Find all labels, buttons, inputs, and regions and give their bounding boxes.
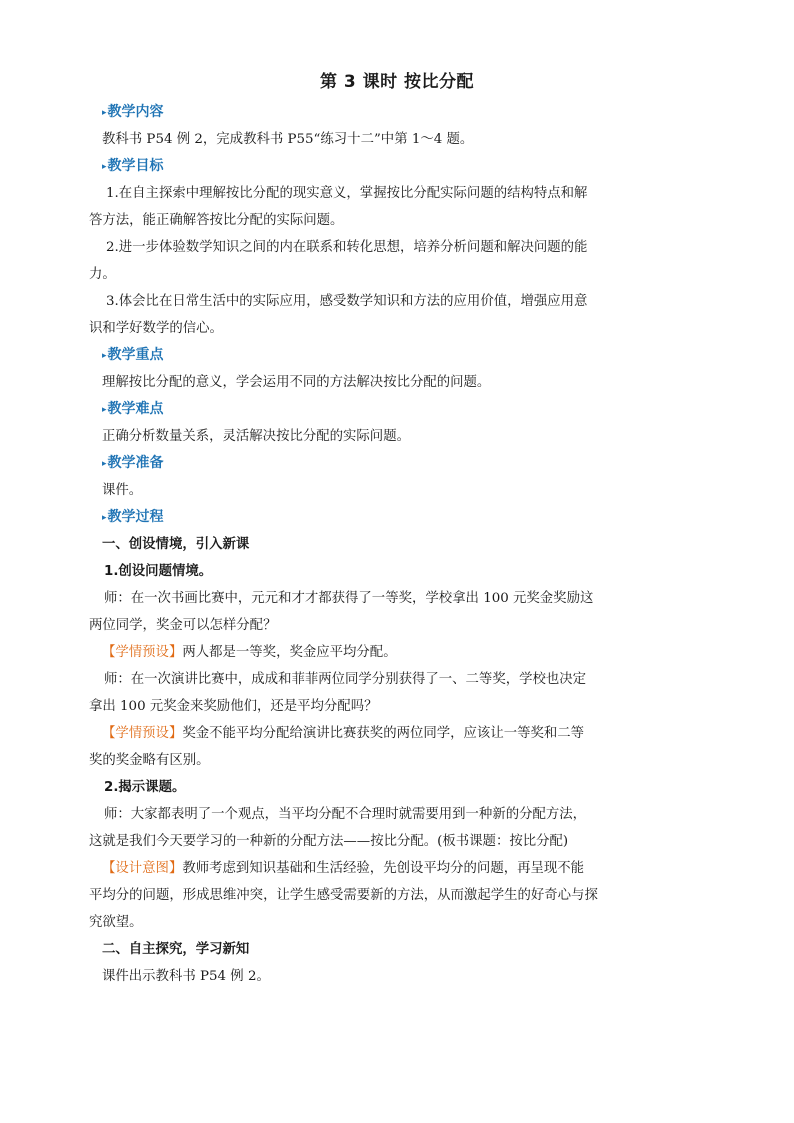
tag-preview: 【学情预设】 — [102, 645, 183, 660]
key-points-text: 理解按比分配的意义，学会运用不同的方法解决按比分配的问题。 — [102, 375, 491, 390]
page-title: 第 3 课时 按比分配 — [319, 72, 475, 92]
preview-2: 【学情预设】奖金不能平均分配给演讲比赛获奖的两位同学，应该让一等奖和二等 — [102, 726, 585, 741]
section-heading-difficulties: ▸教学难点 — [102, 401, 164, 417]
teacher-line-1b: 两位同学，奖金可以怎样分配？ — [89, 618, 277, 633]
teacher-line-1a: 师：在一次书画比赛中，元元和才才都获得了一等奖，学校拿出 100 元奖金奖励这 — [104, 591, 594, 606]
difficulties-text: 正确分析数量关系，灵活解决按比分配的实际问题。 — [102, 429, 410, 444]
section-heading-preparation: ▸教学准备 — [102, 455, 164, 471]
section-heading-goals: ▸教学目标 — [102, 158, 164, 174]
section-heading-content: ▸教学内容 — [102, 104, 164, 120]
goal-3-line-2: 识和学好数学的信心。 — [89, 321, 223, 336]
goal-2-line-2: 力。 — [89, 267, 116, 282]
goal-1-line-2: 答方法，能正确解答按比分配的实际问题。 — [89, 213, 344, 228]
section-heading-key-points: ▸教学重点 — [102, 347, 164, 363]
tag-preview: 【学情预设】 — [102, 726, 183, 741]
goal-2-line-1: 2.进一步体验数学知识之间的内在联系和转化思想，培养分析问题和解决问题的能 — [106, 240, 588, 255]
preparation-text: 课件。 — [102, 483, 143, 498]
triangle-bullet-icon: ▸ — [102, 405, 107, 415]
design-intent-line-2: 平均分的问题，形成思维冲突，让学生感受需要新的方法，从而激起学生的好奇心与探 — [89, 888, 598, 903]
triangle-bullet-icon: ▸ — [102, 162, 107, 172]
teacher-line-3a: 师：大家都表明了一个观点，当平均分配不合理时就需要用到一种新的分配方法， — [104, 807, 587, 822]
content-text: 教科书 P54 例 2，完成教科书 P55“练习十二”中第 1～4 题。 — [102, 132, 474, 147]
design-intent: 【设计意图】教师考虑到知识基础和生活经验，先创设平均分的问题，再呈现不能 — [102, 861, 585, 876]
goal-3-line-1: 3.体会比在日常生活中的实际应用，感受数学知识和方法的应用价值，增强应用意 — [106, 294, 588, 309]
section-heading-process: ▸教学过程 — [102, 509, 164, 525]
teacher-line-3b: 这就是我们今天要学习的一种新的分配方法——按比分配。(板书课题：按比分配) — [89, 834, 569, 849]
triangle-bullet-icon: ▸ — [102, 513, 107, 523]
step-1-heading: 1.创设问题情境。 — [104, 564, 213, 579]
triangle-bullet-icon: ▸ — [102, 108, 107, 118]
preview-2-continued: 奖的奖金略有区别。 — [89, 753, 210, 768]
triangle-bullet-icon: ▸ — [102, 351, 107, 361]
goal-1-line-1: 1.在自主探索中理解按比分配的现实意义，掌握按比分配实际问题的结构特点和解 — [106, 186, 588, 201]
triangle-bullet-icon: ▸ — [102, 459, 107, 469]
example-text: 课件出示教科书 P54 例 2。 — [102, 969, 270, 984]
lesson-content — [89, 99, 694, 990]
part-2-heading: 二、自主探究，学习新知 — [102, 942, 250, 957]
teacher-line-2a: 师：在一次演讲比赛中，成成和菲菲两位同学分别获得了一、二等奖，学校也决定 — [104, 672, 587, 687]
teacher-line-2b: 拿出 100 元奖金来奖励他们，还是平均分配吗？ — [89, 699, 378, 714]
design-intent-line-3: 究欲望。 — [89, 915, 143, 930]
tag-design: 【设计意图】 — [102, 861, 183, 876]
part-1-heading: 一、创设情境，引入新课 — [102, 537, 250, 552]
step-2-heading: 2.揭示课题。 — [104, 780, 186, 795]
preview-1: 【学情预设】两人都是一等奖，奖金应平均分配。 — [102, 645, 397, 660]
